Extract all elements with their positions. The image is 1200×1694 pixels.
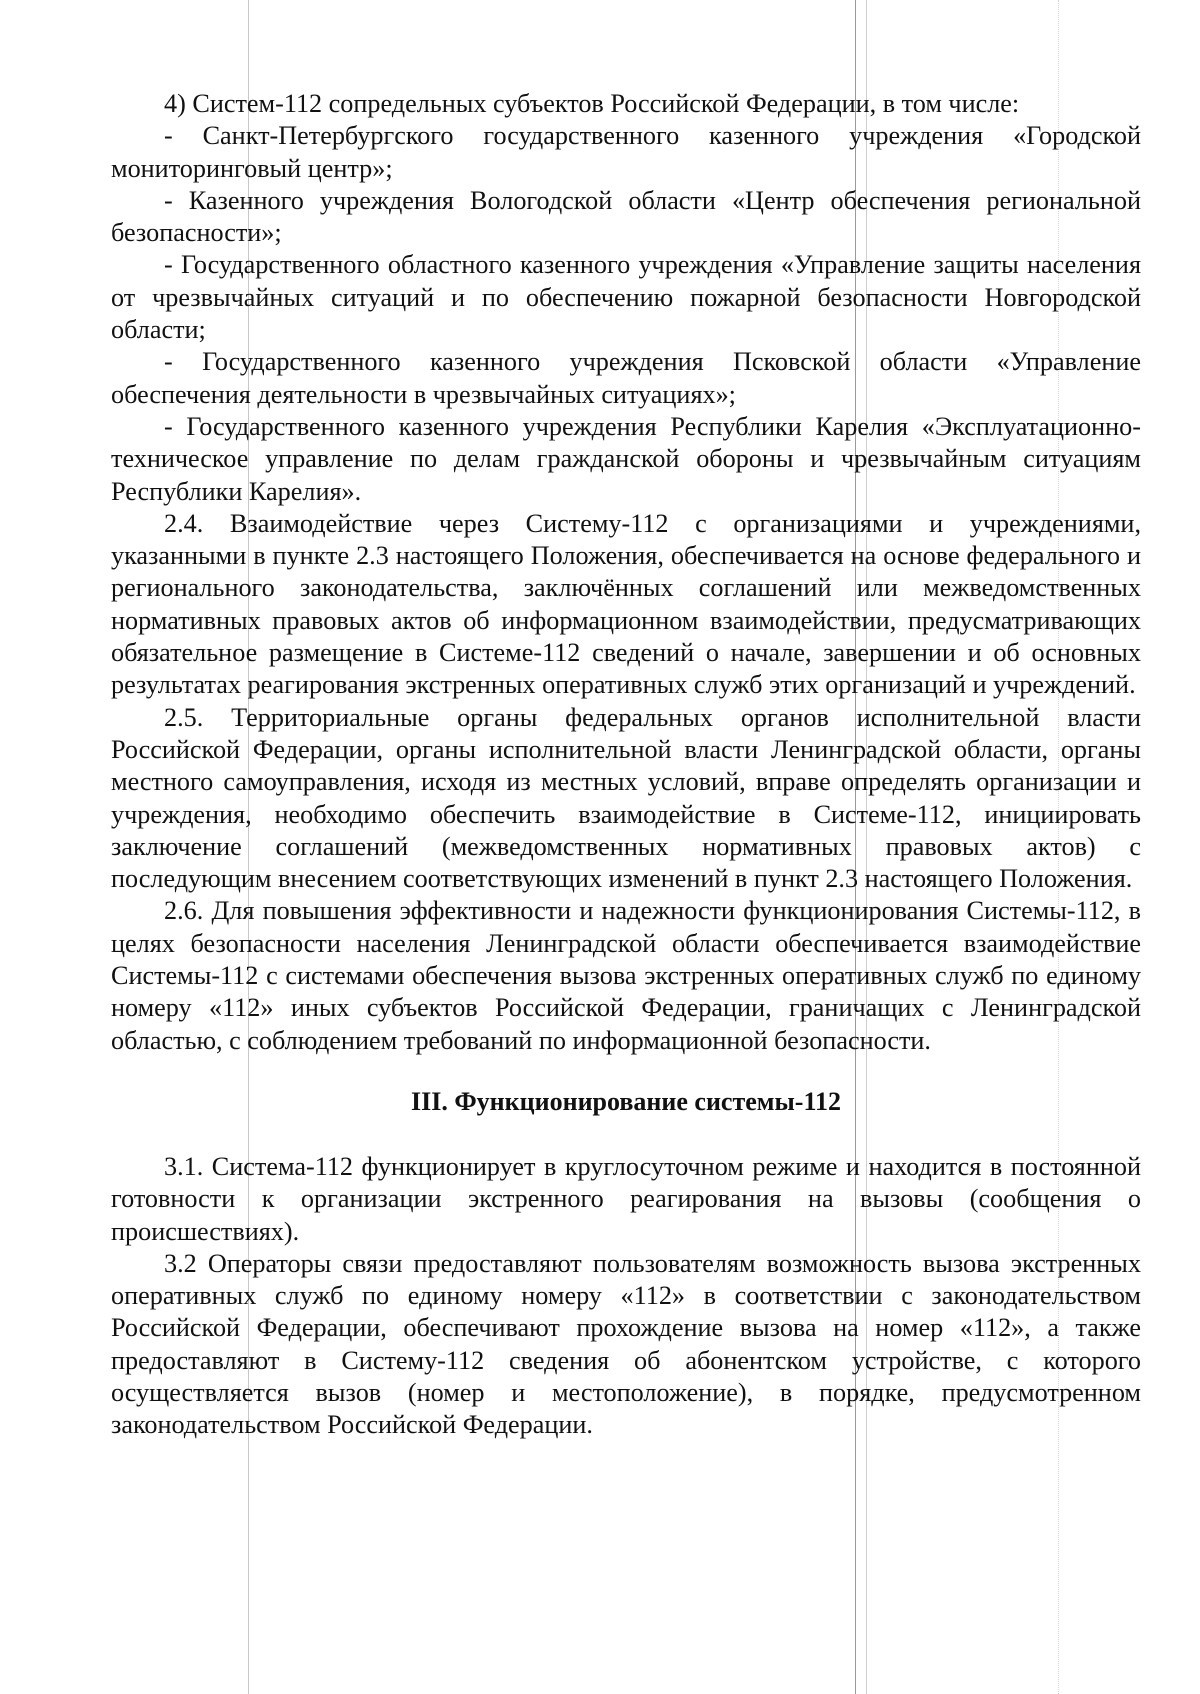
clause-2-4: 2.4. Взаимодействие через Систему-112 с организациями и учреждениями, указанными в пункте 2.3 настоящего Положения, обеспечивается на основе федерального и регионального законодательства, заключённых соглашений или межведомственных нормативных правовых актов об информационном взаимодействии, предусматривающих обязательное размещение в Системе-112 сведений о начале, завершении и об основных результатах реагирования экстренных оперативных служб этих организаций и учреждений. [111,508,1141,700]
list-item-pskov: - Государственного казенного учреждения Псковской области «Управление обеспечения деятельности в чрезвычайных ситуациях»; [111,347,1141,409]
section-heading: III. Функционирование системы-112 [410,1086,842,1116]
clause-3-2: 3.2 Операторы связи предоставляют пользователям возможность вызова экстренных оперативных служб по единому номеру «112» в соответствии с законодательством Российской Федерации, обеспечивают прохождение вызова на номер «112», а также предоставляют в Систему-112 сведения об абонентском устройстве, с которого осуществляется вызов (номер и местоположение), в порядке, предусмотренном законодательством Российской Федерации. [111,1248,1141,1440]
list-item-spb: - Санкт-Петербургского государственного казенного учреждения «Городской мониторинговый центр»; [111,121,1141,183]
list-item-novgorod: - Государственного областного казенного учреждения «Управление защиты населения от чрезвычайных ситуаций и по обеспечению пожарной безопасности Новгородской области; [111,250,1141,345]
document-body [111,88,1141,1442]
clause-2-5: 2.5. Территориальные органы федеральных органов исполнительной власти Российской Федерации, органы исполнительной власти Ленинградской области, органы местного самоуправления, исходя из местных условий, вправе определять организации и учреждения, необходимо обеспечить взаимодействие в Системе-112, инициировать заключение соглашений (межведомственных нормативных правовых актов) с последующим внесением соответствующих изменений в пункт 2.3 настоящего Положения. [111,702,1141,894]
list-intro-paragraph: 4) Систем-112 сопредельных субъектов Российской Федерации, в том числе: [164,89,1020,118]
clause-2-6: 2.6. Для повышения эффективности и надежности функционирования Системы-112, в целях безопасности населения Ленинградской области обеспечивается взаимодействие Системы-112 с системами обеспечения вызова экстренных оперативных служб по единому номеру «112» иных субъектов Российской Федерации, граничащих с Ленинградской областью, с соблюдением требований по информационной безопасности. [111,896,1141,1055]
list-item-karelia: - Государственного казенного учреждения Республики Карелия «Эксплуатационно-техническое управление по делам гражданской обороны и чрезвычайным ситуациям Республики Карелия». [111,411,1141,506]
list-item-vologda: - Казенного учреждения Вологодской области «Центр обеспечения региональной безопасности»; [111,185,1141,248]
clause-3-1: 3.1. Система-112 функционирует в круглосуточном режиме и находится в постоянной готовности к организации экстренного реагирования на вызовы (сообщения о происшествиях). [111,1151,1141,1246]
